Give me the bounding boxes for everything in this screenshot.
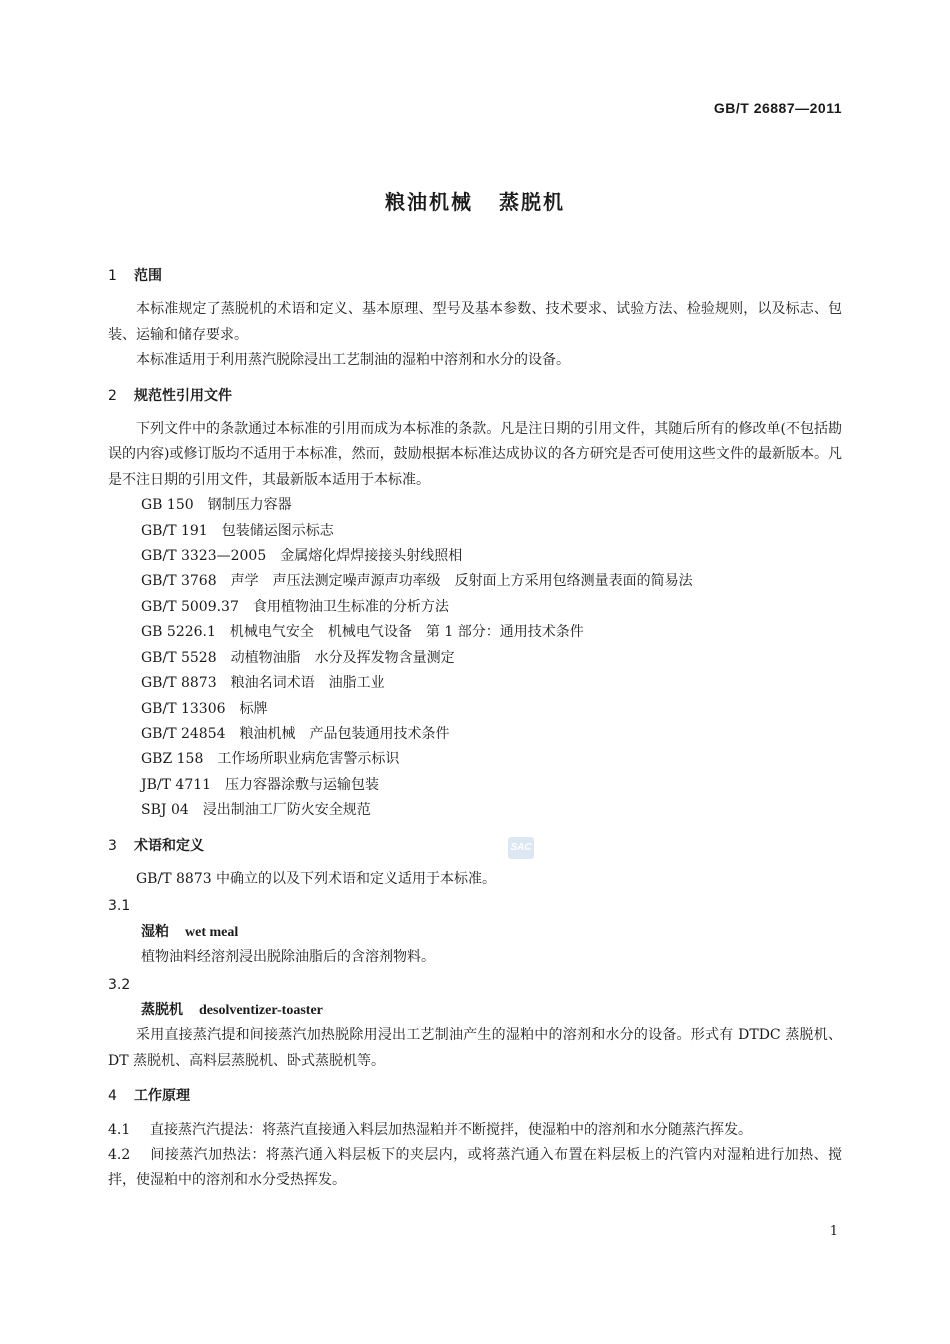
reference-item bbox=[108, 544, 842, 569]
document-title bbox=[0, 186, 950, 215]
standard-code: GB/T 26887—2011 bbox=[713, 100, 842, 116]
reference-code: GBZ 158 bbox=[141, 751, 204, 768]
term-en: desolventizer-toaster bbox=[199, 1002, 323, 1018]
section-title: 工作原理 bbox=[134, 1088, 190, 1105]
reference-title: 钢制压力容器 bbox=[207, 497, 292, 514]
reference-list bbox=[108, 493, 842, 823]
reference-title: 粮油名词术语 油脂工业 bbox=[230, 675, 385, 692]
paragraph: GB/T 8873 中确立的以及下列术语和定义适用于本标准。 bbox=[136, 870, 497, 887]
reference-title: 标牌 bbox=[239, 700, 268, 717]
section-heading-scope bbox=[108, 264, 842, 289]
reference-code: GB/T 3323—2005 bbox=[141, 548, 267, 565]
reference-title: 机械电气安全 机械电气设备 第 1 部分：通用技术条件 bbox=[229, 624, 584, 641]
reference-item bbox=[108, 747, 842, 772]
clause-text: 直接蒸汽汽提法：将蒸汽直接通入料层加热湿粕并不断搅拌，使湿粕中的溶剂和水分随蒸汽挥发。 bbox=[150, 1121, 752, 1138]
reference-item bbox=[108, 620, 842, 645]
title-part1: 粮油机械 bbox=[385, 190, 473, 214]
reference-item bbox=[108, 519, 842, 544]
reference-item bbox=[108, 722, 842, 747]
clause-number: 4.1 bbox=[108, 1121, 131, 1138]
section-title: 规范性引用文件 bbox=[134, 387, 232, 404]
reference-title: 粮油机械 产品包装通用技术条件 bbox=[239, 725, 450, 742]
term-entry bbox=[108, 920, 842, 945]
reference-code: GB/T 3768 bbox=[141, 573, 217, 590]
section-heading-terms bbox=[108, 834, 842, 859]
reference-code: GB/T 5528 bbox=[141, 649, 217, 666]
reference-code: SBJ 04 bbox=[141, 802, 189, 819]
clause-text: 间接蒸汽加热法：将蒸汽通入料层板下的夹层内，或将蒸汽通入布置在料层板上的汽管内对湿粕进行加热、搅拌，使湿粕中的溶剂和水分受热挥发。 bbox=[108, 1147, 842, 1189]
section-number: 4 bbox=[108, 1088, 117, 1105]
reference-title: 食用植物油卫生标准的分析方法 bbox=[252, 598, 449, 615]
section-title: 术语和定义 bbox=[134, 837, 204, 854]
document-body bbox=[108, 264, 842, 1194]
page-number: 1 bbox=[829, 1224, 838, 1239]
term-en: wet meal bbox=[185, 924, 239, 940]
reference-item bbox=[108, 697, 842, 722]
reference-title: 浸出制油工厂防火安全规范 bbox=[202, 802, 371, 819]
reference-code: GB 5226.1 bbox=[141, 624, 216, 641]
term-zh: 蒸脱机 bbox=[141, 1001, 183, 1018]
reference-code: JB/T 4711 bbox=[141, 776, 212, 793]
reference-code: GB/T 13306 bbox=[141, 700, 226, 717]
reference-title: 金属熔化焊焊接接头射线照相 bbox=[280, 548, 463, 565]
term-number: 3.1 bbox=[108, 898, 131, 915]
clause bbox=[108, 1118, 842, 1143]
reference-item bbox=[108, 773, 842, 798]
clause bbox=[108, 1143, 842, 1194]
section-number: 1 bbox=[108, 268, 117, 284]
reference-item bbox=[108, 671, 842, 696]
reference-title: 工作场所职业病危害警示标识 bbox=[217, 751, 400, 768]
reference-item bbox=[108, 646, 842, 671]
section-number: 2 bbox=[108, 387, 117, 404]
reference-item bbox=[108, 798, 842, 823]
paragraph: 下列文件中的条款通过本标准的引用而成为本标准的条款。凡是注日期的引用文件，其随后所有的修改单(不包括勘误的内容)或修订版均不适用于本标准，然而，鼓励根据本标准达成协议的各方研究是否可使用这些文件的最新版本。凡是不注日期的引用文件，其最新版本适用于本标准。 bbox=[108, 421, 842, 488]
reference-item bbox=[108, 493, 842, 518]
title-part2: 蒸脱机 bbox=[499, 190, 565, 214]
section-heading-working-principle bbox=[108, 1084, 842, 1109]
sac-watermark-icon: SAC bbox=[508, 837, 534, 859]
section-number: 3 bbox=[108, 837, 117, 854]
reference-code: GB/T 24854 bbox=[141, 725, 226, 742]
reference-code: GB 150 bbox=[141, 497, 194, 514]
reference-title: 声学 声压法测定噪声源声功率级 反射面上方采用包络测量表面的简易法 bbox=[230, 573, 693, 590]
term-entry bbox=[108, 998, 842, 1023]
term-number: 3.2 bbox=[108, 976, 131, 993]
paragraph: 本标准适用于利用蒸汽脱除浸出工艺制油的湿粕中溶剂和水分的设备。 bbox=[136, 352, 570, 369]
reference-item bbox=[108, 569, 842, 594]
reference-title: 动植物油脂 水分及挥发物含量测定 bbox=[230, 649, 455, 666]
reference-title: 包装储运图示标志 bbox=[221, 522, 334, 539]
reference-title: 压力容器涂敷与运输包装 bbox=[225, 776, 380, 793]
reference-code: GB/T 8873 bbox=[141, 675, 217, 692]
reference-code: GB/T 191 bbox=[141, 522, 208, 539]
reference-item bbox=[108, 595, 842, 620]
section-title: 范围 bbox=[134, 268, 162, 284]
clause-number: 4.2 bbox=[108, 1147, 131, 1163]
term-definition: 采用直接蒸汽提和间接蒸汽加热脱除用浸出工艺制油产生的湿粕中的溶剂和水分的设备。形式有 DTDC 蒸脱机、DT 蒸脱机、高料层蒸脱机、卧式蒸脱机等。 bbox=[108, 1027, 842, 1069]
paragraph: 本标准规定了蒸脱机的术语和定义、基本原理、型号及基本参数、技术要求、试验方法、检验规则，以及标志、包装、运输和储存要求。 bbox=[108, 301, 842, 343]
section-heading-normative-references bbox=[108, 384, 842, 409]
term-zh: 湿粕 bbox=[141, 923, 169, 940]
reference-code: GB/T 5009.37 bbox=[141, 598, 239, 615]
term-definition: 植物油料经溶剂浸出脱除油脂后的含溶剂物料。 bbox=[141, 949, 435, 966]
